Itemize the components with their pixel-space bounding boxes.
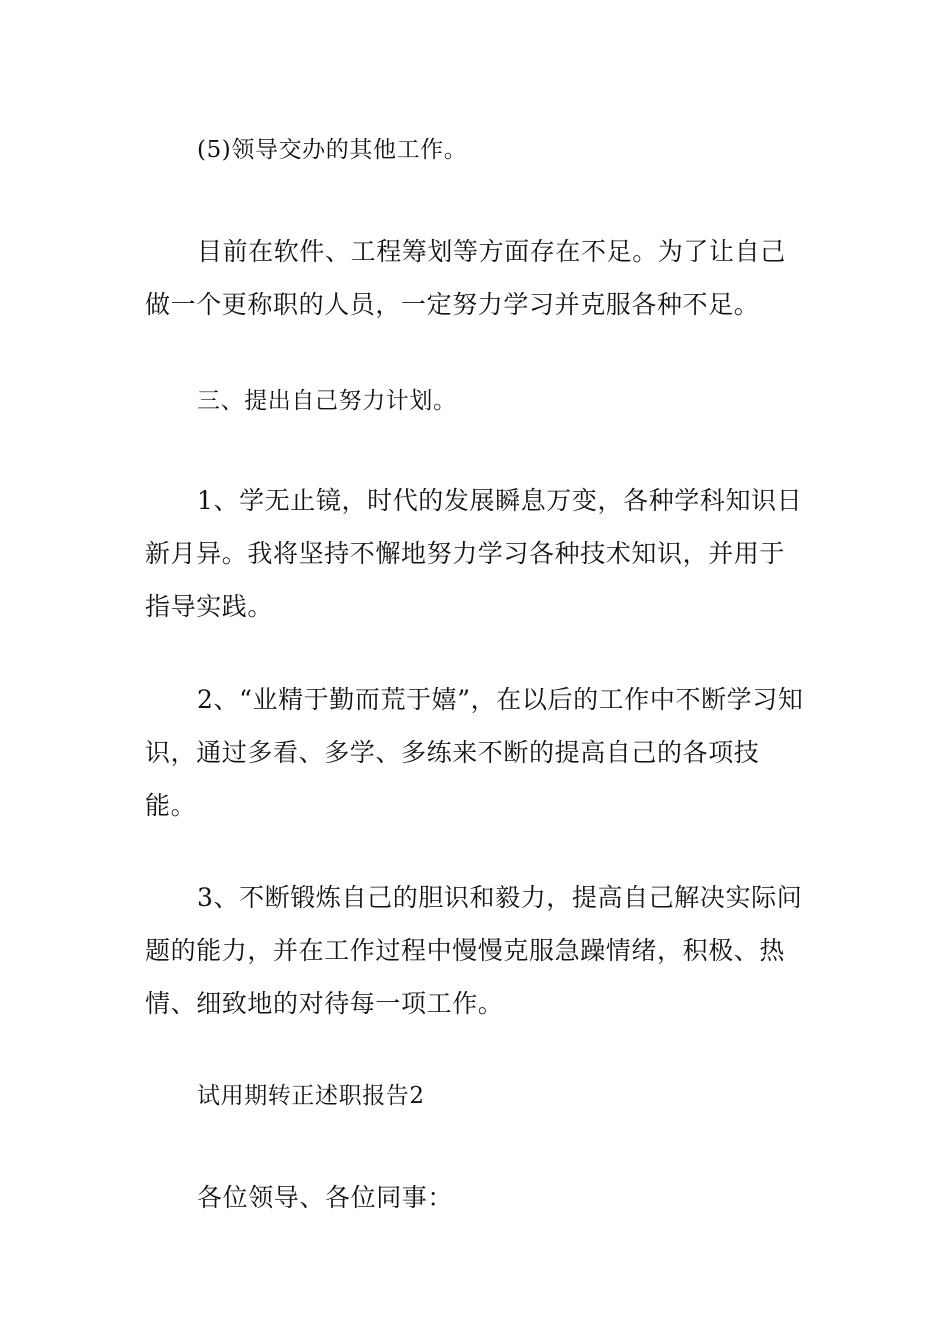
paragraph-shortcomings: 目前在软件、工程筹划等方面存在不足。为了让自己做一个更称职的人员，一定努力学习并克服各种不足。 xyxy=(145,237,786,319)
section-heading-plan: 三、提出自己努力计划。 xyxy=(197,388,457,414)
paragraph-plan-item-2: 2、“业精于勤而荒于嬉”，在以后的工作中不断学习知识，通过多看、多学、多练来不断的提高自己的各项技能。 xyxy=(145,685,804,820)
paragraph-plan-item-3: 3、不断锻炼自己的胆识和毅力，提高自己解决实际问题的能力，并在工作过程中慢慢克服急躁情绪，积极、热情、细致地的对待每一项工作。 xyxy=(145,883,803,1018)
report-title-2: 试用期转正述职报告2 xyxy=(197,1083,425,1109)
paragraph-plan-item-1: 1、学无止镜，时代的发展瞬息万变，各种学科知识日新月异。我将坚持不懈地努力学习各种技术知识，并用于指导实践。 xyxy=(145,486,803,621)
greeting-line: 各位领导、各位同事： xyxy=(197,1183,454,1212)
paragraph-duty-item-5: (5)领导交办的其他工作。 xyxy=(197,137,468,163)
